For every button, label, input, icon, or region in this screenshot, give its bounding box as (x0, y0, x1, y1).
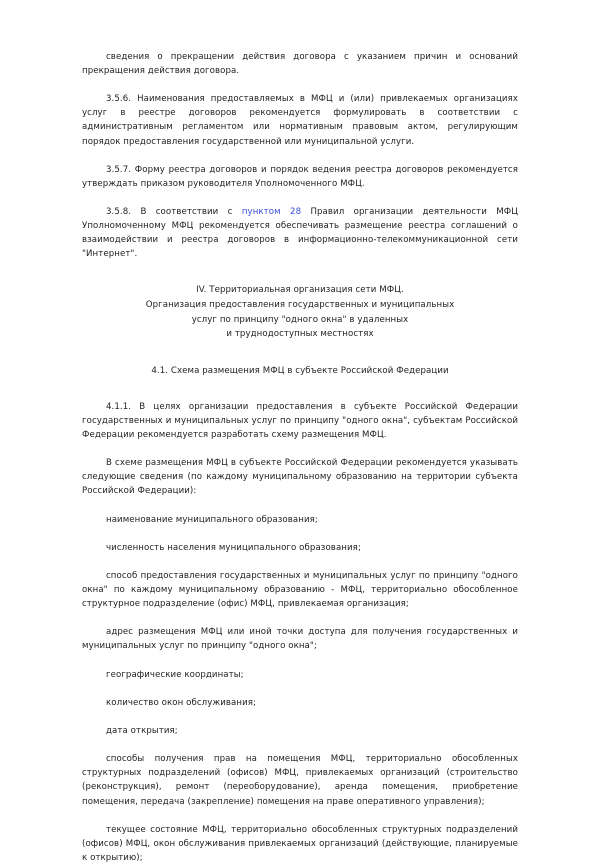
list-item-municipality-name: наименование муниципального образования; (106, 514, 318, 525)
paragraph-3-5-8 (82, 205, 518, 261)
paragraph-3-5-7: 3.5.7. Форму реестра договоров и порядок ведения реестра договоров рекомендуется утверждать приказом руководителя Уполномоченного МФЦ. (82, 164, 518, 189)
paragraph-3-5-8-suffix: Правил организации деятельности МФЦ Уполномоченному МФЦ рекомендуется обеспечивать размещение реестра соглашений о взаимодействии и реестра договоров в информационно-телекоммуникационной сети "Интернет". (82, 207, 518, 260)
section-heading (82, 283, 518, 341)
list-item-service-windows-count: количество окон обслуживания; (106, 697, 257, 708)
list-item-opening-date: дата открытия; (106, 726, 178, 737)
section-heading-line-4: и труднодоступных местностях (226, 329, 374, 340)
list-item-current-state: текущее состояние МФЦ, территориально обособленных структурных подразделений (офисов) МФЦ, окон обслуживания привлекаемых организаций (действующие, планируемые к открытию); (82, 824, 518, 863)
punkt-28-link[interactable]: пунктом 28 (241, 207, 302, 218)
section-heading-line-2: Организация предоставления государственных и муниципальных (145, 300, 455, 310)
list-item-service-method: способ предоставления государственных и муниципальных услуг по принципу "одного окна" по каждому муниципальному образованию - МФЦ, территориально обособленное структурное подразделение (офис) МФЦ, привлекаемая организация; (82, 571, 518, 610)
subsection-heading-4-1: 4.1. Схема размещения МФЦ в субъекте Российской Федерации (151, 365, 449, 376)
section-heading-line-1: IV. Территориальная организация сети МФЦ. (196, 285, 404, 296)
paragraph-3-5-6: 3.5.6. Наименования предоставляемых в МФЦ и (или) привлекаемых организациях услуг в реестре договоров рекомендуется формулировать в соответствии с административным регламентом или нормативным правовым актом, регулирующим порядок предоставления государственной или муниципальной услуги. (82, 94, 518, 147)
list-item-address: адрес размещения МФЦ или иной точки доступа для получения государственных и муниципальных услуг по принципу "одного окна"; (82, 627, 518, 652)
section-heading-line-3: услуг по принципу "одного окна" в удаленных (191, 314, 409, 325)
paragraph-scheme-intro: В схеме размещения МФЦ в субъекте Российской Федерации рекомендуется указывать следующие сведения (по каждому муниципальному образованию на территории субъекта Российской Федерации): (82, 458, 518, 497)
paragraph-4-1-1: 4.1.1. В целях организации предоставления в субъекте Российской Федерации государственных и муниципальных услуг по принципу "одного окна", субъектам Российской Федерации рекомендуется разработать схему размещения МФЦ. (82, 401, 518, 441)
list-item-premises-rights: способы получения прав на помещения МФЦ, территориально обособленных структурных подразделений (офисов) МФЦ, привлекаемых организаций (строительство (реконструкция), ремонт (переоборудование), аренда помещения, приобретение помещения, передача (закрепление) помещения на праве оперативного управления); (82, 754, 518, 807)
list-item-population: численность населения муниципального образования; (106, 542, 361, 553)
paragraph-termination-info: сведения о прекращении действия договора с указанием причин и оснований прекращения действия договора. (82, 52, 518, 77)
paragraph-3-5-8-prefix: 3.5.8. В соответствии с (106, 207, 242, 218)
document-body (82, 50, 518, 865)
list-item-geographic-coordinates: географические координаты; (106, 669, 244, 680)
